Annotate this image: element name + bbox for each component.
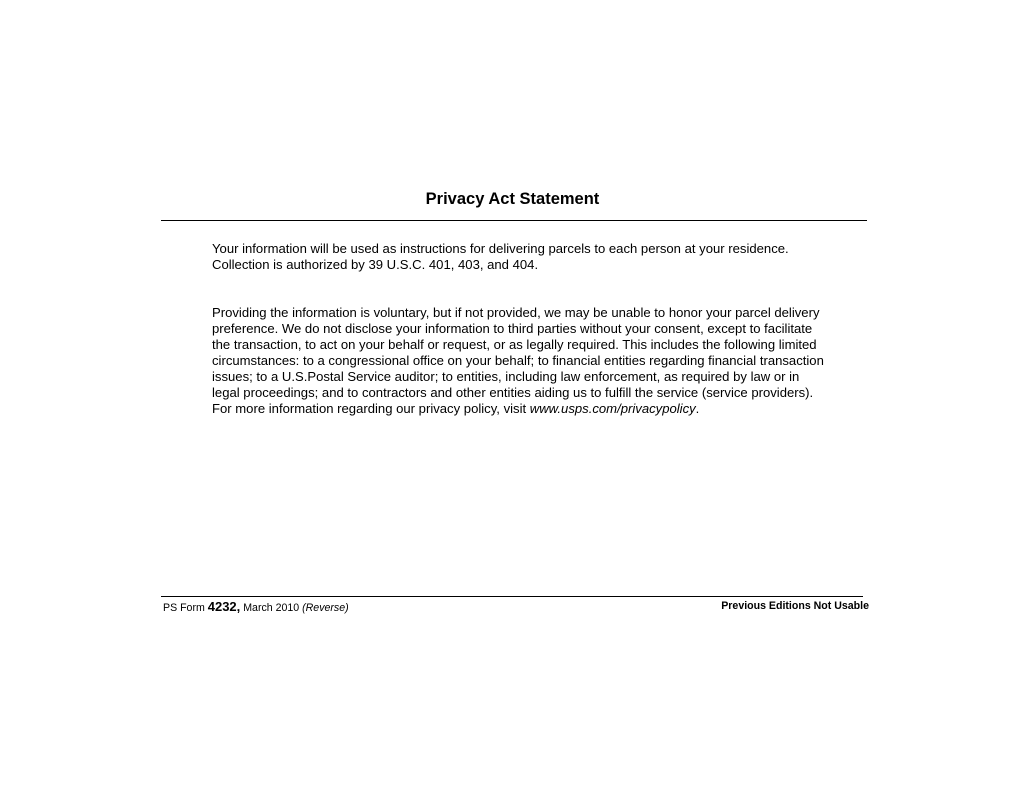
privacy-policy-link[interactable]: www.usps.com/privacypolicy <box>529 401 696 416</box>
disclosure-line: preference. We do not disclose your information to third parties without your consent, except to facilitate <box>212 321 813 336</box>
footer-divider <box>161 596 863 597</box>
page-title: Privacy Act Statement <box>425 190 600 208</box>
form-number: 4232, <box>207 599 241 614</box>
form-identifier <box>163 599 349 616</box>
form-date: March 2010 <box>240 602 303 614</box>
usage-paragraph <box>212 241 852 273</box>
disclosure-paragraph <box>212 305 852 417</box>
editions-note: Previous Editions Not Usable <box>721 600 869 612</box>
form-prefix: PS Form <box>163 602 208 614</box>
disclosure-line: circumstances: to a congressional office on your behalf; to financial entities regarding financial transaction <box>212 353 824 368</box>
disclosure-line: legal proceedings; and to contractors and other entities aiding us to fulfill the service (service providers). <box>212 385 814 400</box>
disclosure-line: Providing the information is voluntary, but if not provided, we may be unable to honor your parcel delivery <box>212 305 820 320</box>
usage-line-1: Your information will be used as instructions for delivering parcels to each person at your residence. <box>212 241 789 256</box>
form-side: (Reverse) <box>302 602 349 614</box>
disclosure-last-line-prefix: For more information regarding our privacy policy, visit <box>212 401 530 416</box>
title-divider <box>161 220 867 221</box>
usage-line-2: Collection is authorized by 39 U.S.C. 401, 403, and 404. <box>212 257 539 272</box>
disclosure-line: issues; to a U.S.Postal Service auditor; to entities, including law enforcement, as required by law or in <box>212 369 800 384</box>
disclosure-last-line-suffix: . <box>695 401 700 416</box>
disclosure-line: the transaction, to act on your behalf or request, or as legally required. This includes the following limited <box>212 337 817 352</box>
